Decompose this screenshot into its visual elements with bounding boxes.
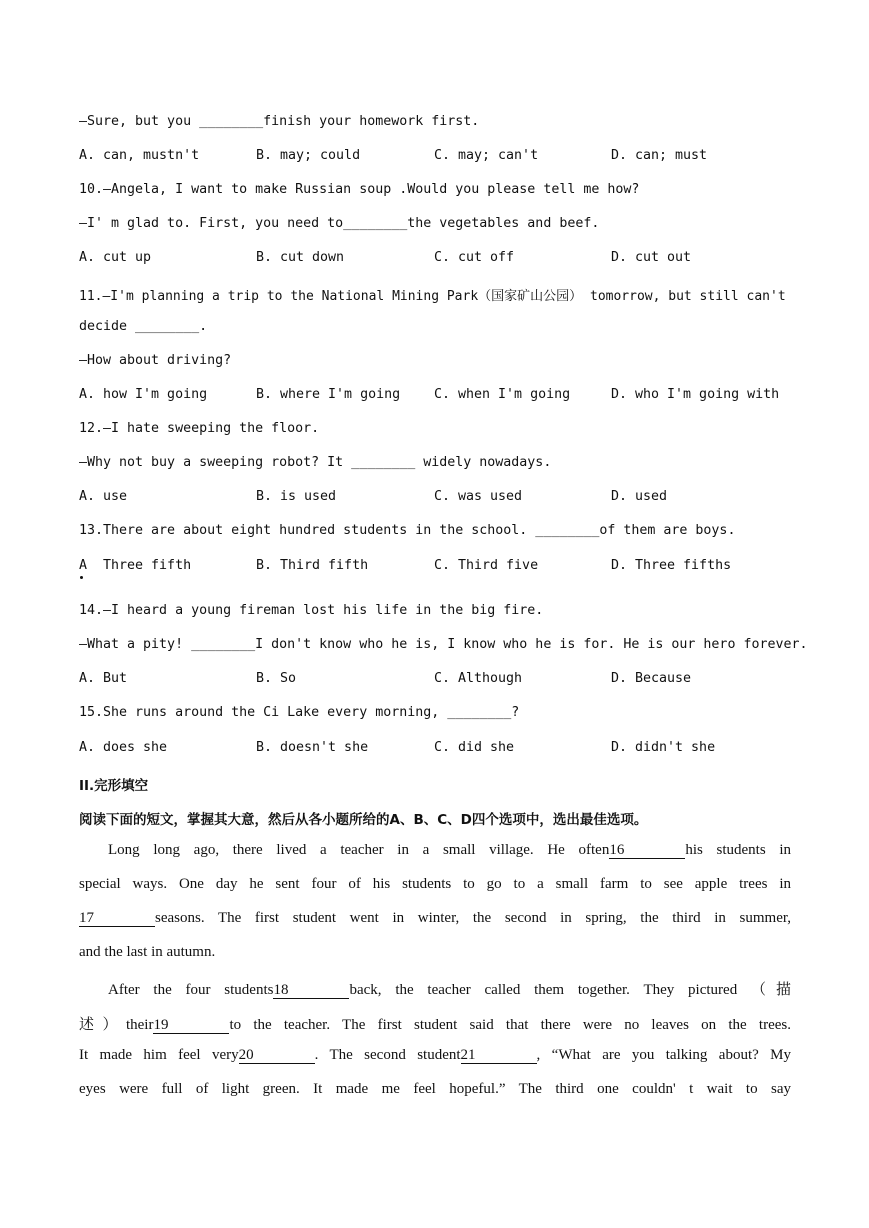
q11-options <box>79 387 791 407</box>
passage-text: Long long ago, there lived a teacher in a small village. He often <box>108 842 610 858</box>
q14-options <box>79 671 791 691</box>
q14-line2: —What a pity! ________I don't know who he is, I know who he is for. He is our hero forever. <box>79 637 808 652</box>
passage-text: After the four students <box>108 982 274 998</box>
passage-p2-line3 <box>79 1047 791 1064</box>
q9-options <box>79 148 791 168</box>
q9-option-b: B. may; could <box>256 148 361 163</box>
blank-17: 17 <box>79 911 155 927</box>
q15-option-c: C. did she <box>434 740 515 755</box>
q10-options <box>79 250 791 270</box>
q11-line2: decide ________. <box>79 319 208 334</box>
passage-p2-line2 <box>79 1013 791 1034</box>
q14-line1: 14.—I heard a young fireman lost his life in the big fire. <box>79 603 544 618</box>
passage-text: 述）their <box>79 1017 154 1033</box>
q10-option-a: A. cut up <box>79 250 152 265</box>
blank-16: 16 <box>609 843 685 859</box>
q10-option-c: C. cut off <box>434 250 515 265</box>
q14-option-c: C. Although <box>434 671 523 686</box>
q11-option-a: A. how I'm going <box>79 387 208 402</box>
q10-line2: —I' m glad to. First, you need to________the vegetables and beef. <box>79 216 600 231</box>
q12-line2: —Why not buy a sweeping robot? It ________ widely nowadays. <box>79 455 552 470</box>
blank-19: 19 <box>153 1018 229 1034</box>
q12-option-c: C. was used <box>434 489 523 504</box>
passage-text: to the teacher. The first student said that there were no leaves on the trees. <box>229 1017 791 1033</box>
q15-line1: 15.She runs around the Ci Lake every morning, ________? <box>79 705 520 720</box>
passage-p1-line2: special ways. One day he sent four of his students to go to a small farm to see apple trees in <box>79 876 791 892</box>
q9-option-c: C. may; can't <box>434 148 539 163</box>
passage-p2-line4: eyes were full of light green. It made me feel hopeful.” The third one couldn' t wait to say <box>79 1081 791 1097</box>
passage-text: seasons. The first student went in winter, the second in spring, the third in summer, <box>155 910 791 926</box>
blank-20: 20 <box>239 1048 315 1064</box>
blank-21: 21 <box>461 1048 537 1064</box>
q9-option-a: A. can, mustn't <box>79 148 200 163</box>
section-instruction: 阅读下面的短文，掌握其大意，然后从各小题所给的A、B、C、D四个选项中，选出最佳选项。 <box>79 812 648 828</box>
q11-option-d: D. who I'm going with <box>611 387 780 402</box>
q13-option-b: B. Third fifth <box>256 558 369 573</box>
q12-line1: 12.—I hate sweeping the floor. <box>79 421 320 436</box>
q12-option-a: A. use <box>79 489 128 504</box>
q9-option-d: D. can; must <box>611 148 708 163</box>
passage-text: , “What are you talking about? My <box>536 1047 791 1063</box>
q15-options <box>79 740 791 760</box>
q12-options <box>79 489 791 509</box>
q12-option-b: B. is used <box>256 489 337 504</box>
q14-option-a: A. But <box>79 671 128 686</box>
passage-text: . The second student <box>314 1047 461 1063</box>
q15-option-d: D. didn't she <box>611 740 716 755</box>
q15-option-b: B. doesn't she <box>256 740 369 755</box>
q12-option-d: D. used <box>611 489 668 504</box>
q9-reply: —Sure, but you ________finish your homework first. <box>79 114 480 129</box>
q14-option-d: D. Because <box>611 671 692 686</box>
passage-text: his students in <box>685 842 791 858</box>
q11-option-b: B. where I'm going <box>256 387 401 402</box>
q14-option-b: B. So <box>256 671 297 686</box>
q13-options <box>79 558 791 578</box>
q13-option-a: A Three fifth <box>79 558 192 573</box>
passage-text: back, the teacher called them together. They pictured （描 <box>349 982 792 998</box>
passage-text: It made him feel very <box>79 1047 239 1063</box>
passage-p1-line4: and the last in autumn. <box>79 944 216 960</box>
section-title: II.完形填空 <box>79 778 149 794</box>
passage-p2-line1 <box>79 978 791 999</box>
passage-p1-line3 <box>79 910 791 927</box>
blank-18: 18 <box>273 983 349 999</box>
q11-option-c: C. when I'm going <box>434 387 571 402</box>
q10-line1: 10.—Angela, I want to make Russian soup .Would you please tell me how? <box>79 182 640 197</box>
q10-option-d: D. cut out <box>611 250 692 265</box>
stray-dot-mark <box>80 576 83 579</box>
q13-option-c: C. Third five <box>434 558 539 573</box>
q13-option-d: D. Three fifths <box>611 558 732 573</box>
q13-line1: 13.There are about eight hundred students in the school. ________of them are boys. <box>79 523 736 538</box>
q10-option-b: B. cut down <box>256 250 345 265</box>
passage-p1-line1 <box>79 842 791 859</box>
q11-line1: 11.—I'm planning a trip to the National Mining Park（国家矿山公园） tomorrow, but still can't <box>79 289 786 304</box>
q11-line3: —How about driving? <box>79 353 232 368</box>
q15-option-a: A. does she <box>79 740 168 755</box>
